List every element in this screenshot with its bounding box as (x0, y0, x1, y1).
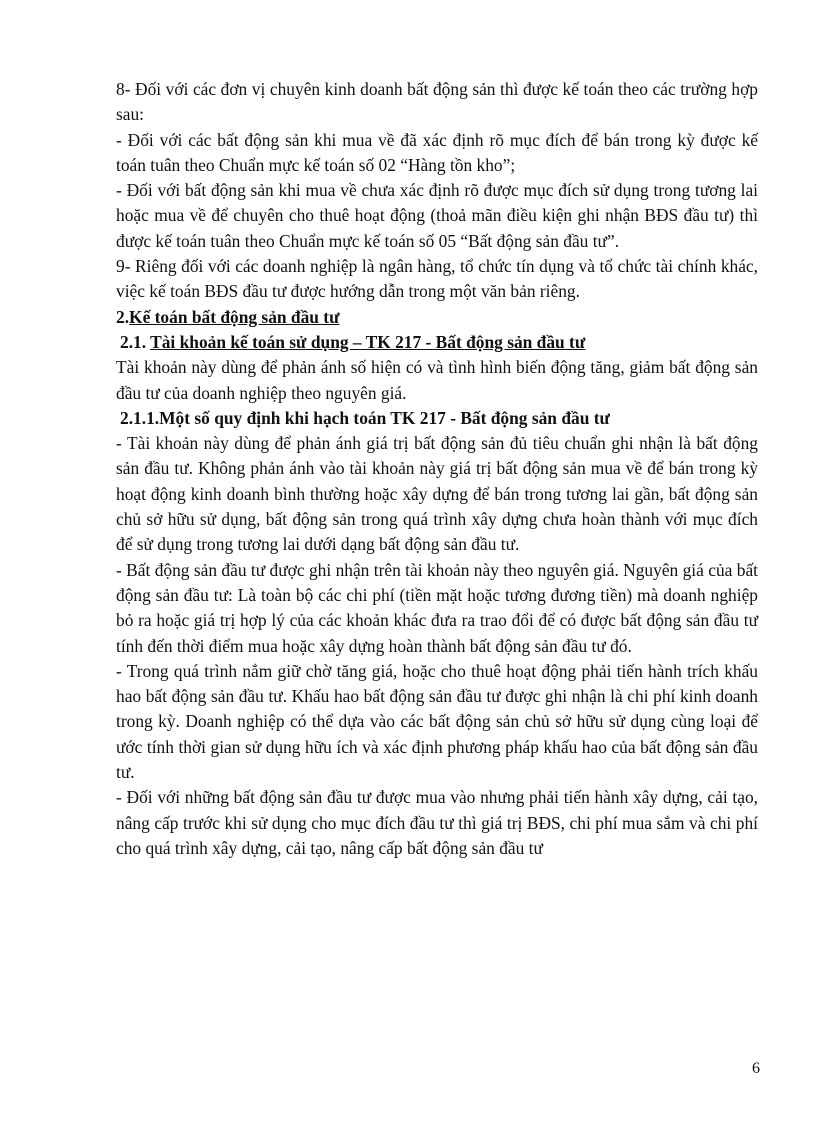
section-title: Kế toán bất động sản đầu tư (129, 306, 340, 327)
section-heading-2-1-1: 2.1.1.Một số quy định khi hạch toán TK 217 - Bất động sản đầu tư (120, 407, 610, 428)
page-number: 6 (752, 1060, 760, 1077)
paragraph-item-9: 9- Riêng đối với các doanh nghiệp là ngân hàng, tổ chức tín dụng và tổ chức tài chính khác, việc kế toán BĐS đầu tư được hướng dẫn trong một văn bản riêng. (116, 256, 758, 302)
rule-paragraph: - Đối với những bất động sản đầu tư được mua vào nhưng phải tiến hành xây dựng, cải tạo, nâng cấp trước khi sử dụng cho mục đích đầu tư thì giá trị BĐS, chi phí mua sắm và chi phí cho quá trình xây dựng, cải tạo, nâng cấp bất động sản đầu tư (116, 787, 758, 858)
paragraph-bullet-investment: - Đối với bất động sản khi mua về chưa xác định rõ được mục đích sử dụng trong tương lai hoặc mua về để chuyên cho thuê hoạt động (thoả mãn điều kiện ghi nhận BĐS đầu tư) thì được kế toán tuân theo Chuẩn mực kế toán số 05 “Bất động sản đầu tư”. (116, 180, 758, 251)
paragraph-account-description: Tài khoản này dùng để phản ánh số hiện có và tình hình biến động tăng, giảm bất động sản đầu tư của doanh nghiệp theo nguyên giá. (116, 357, 758, 403)
page-content (116, 77, 758, 861)
section-number: 2. (116, 306, 130, 327)
rule-paragraph: - Bất động sản đầu tư được ghi nhận trên tài khoản này theo nguyên giá. Nguyên giá của bất động sản đầu tư: Là toàn bộ các chi phí (tiền mặt hoặc tương đương tiền) mà doanh nghiệp bỏ ra hoặc giá trị hợp lý của các khoản khác đưa ra trao đổi để có được bất động sản đầu tư tính đến thời điểm mua hoặc xây dựng hoàn thành bất động sản đầu tư đó. (116, 559, 758, 656)
section-heading-2-1 (116, 330, 758, 355)
paragraph-item-8: 8- Đối với các đơn vị chuyên kinh doanh bất động sản thì được kế toán theo các trường hợp sau: (116, 79, 758, 125)
rule-paragraph: - Tài khoản này dùng để phản ánh giá trị bất động sản đủ tiêu chuẩn ghi nhận là bất động sản đầu tư. Không phản ánh vào tài khoản này giá trị bất động sản mua về để bán trong kỳ hoạt động kinh doanh bình thường hoặc xây dựng để bán trong tương lai gần, bất động sản chủ sở hữu sử dụng, bất động sản trong quá trình xây dựng chưa hoàn thành với mục đích để sử dụng trong tương lai dưới dạng bất động sản đầu tư. (116, 433, 758, 555)
section-number: 2.1. (120, 331, 151, 352)
section-title: Tài khoản kế toán sử dụng – TK 217 - Bất động sản đầu tư (150, 331, 586, 352)
section-heading-2 (116, 305, 758, 330)
rule-paragraph: - Trong quá trình nắm giữ chờ tăng giá, hoặc cho thuê hoạt động phải tiến hành trích khấu hao bất động sản đầu tư. Khấu hao bất động sản đầu tư được ghi nhận là chi phí kinh doanh trong kỳ. Doanh nghiệp có thể dựa vào các bất động sản chủ sở hữu sử dụng cùng loại để ước tính thời gian sử dụng hữu ích và xác định phương pháp khấu hao của bất động sản đầu tư. (116, 660, 758, 783)
paragraph-bullet-inventory: - Đối với các bất động sản khi mua về đã xác định rõ mục đích để bán trong kỳ được kế toán tuân theo Chuẩn mực kế toán số 02 “Hàng tồn kho”; (116, 129, 758, 175)
